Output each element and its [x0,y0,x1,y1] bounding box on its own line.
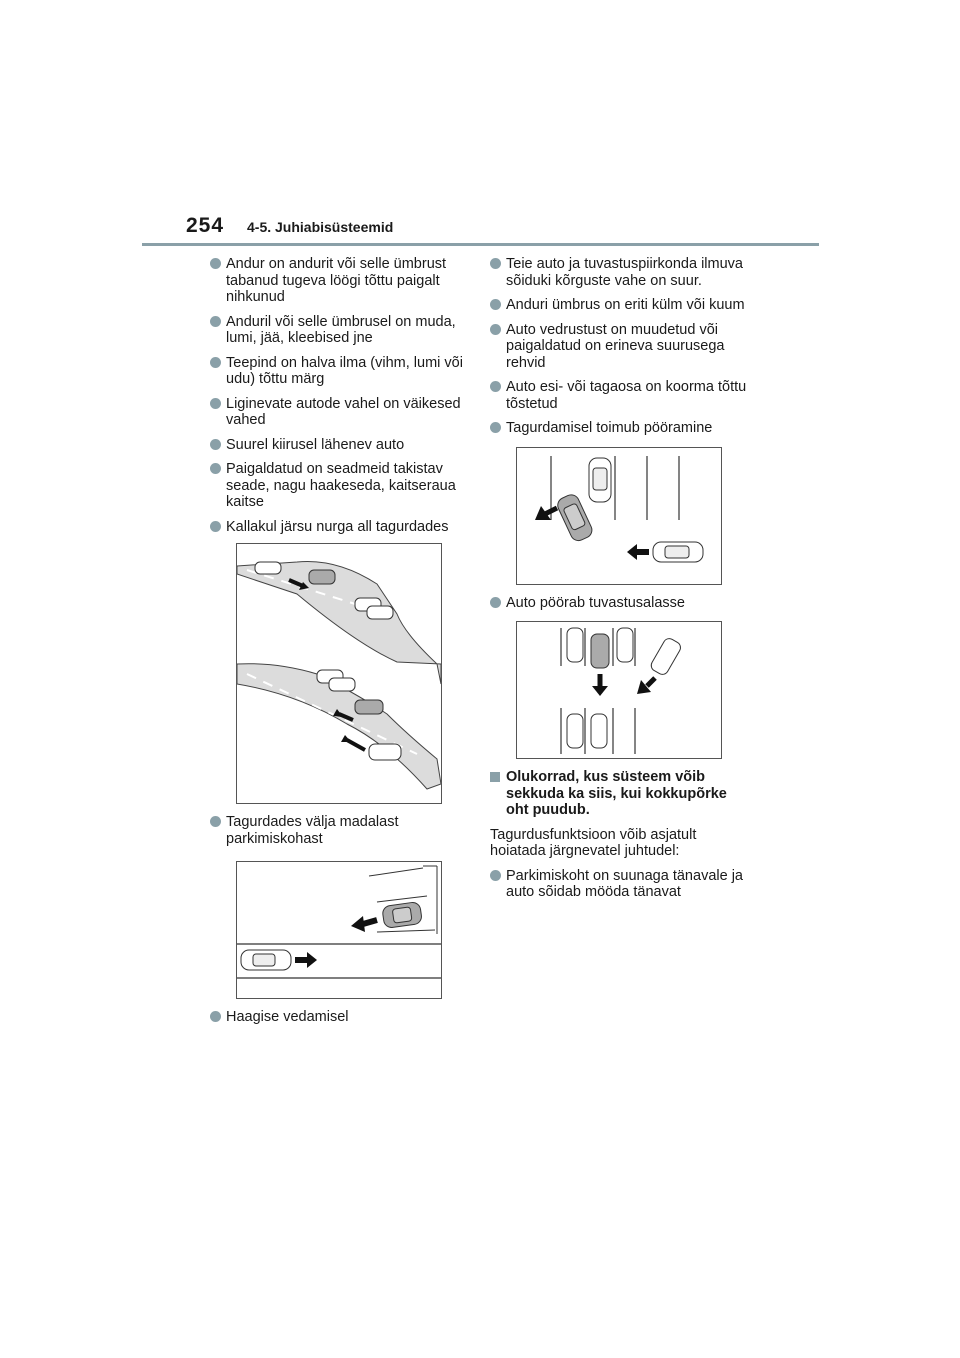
bullet-icon [210,439,221,450]
list-item: Parkimiskoht on suunaga tänavale ja auto sõidab mööda tänavat [490,868,748,901]
page-number: 254 [186,214,225,237]
bullet-icon [490,299,501,310]
detection-area-illustration [516,621,722,759]
list-item: Tagurdades välja madalast parkimiskohast [210,814,468,847]
slope-illustration [236,543,442,804]
bullet-icon [210,1011,221,1022]
list-item: Auto esi- või tagaosa on koorma tõttu tõstetud [490,379,748,412]
header-rule [142,243,819,246]
list-item: Andur on andurit või selle ümbrust tabanud tugeva löögi tõttu paigalt nihkunud [210,256,468,306]
list-item: Haagise vedamisel [210,1009,468,1026]
section-title: 4-5. Juhiabisüsteemid [247,219,394,235]
bullet-icon [490,422,501,433]
list-item: Kallakul järsu nurga all tagurdades [210,519,468,536]
list-item: Auto vedrustust on muudetud või paigaldatud on erineva suurusega rehvid [490,322,748,372]
list-item: Auto pöörab tuvastusalasse [490,595,748,612]
bullet-icon [210,316,221,327]
list-item: Paigaldatud on seadmeid takistav seade, nagu haakeseda, kaitseraua kaitse [210,461,468,511]
bullet-icon [490,870,501,881]
list-item: Anduril või selle ümbrusel on muda, lumi, jää, kleebised jne [210,314,468,347]
bullet-icon [210,816,221,827]
list-item: Teepind on halva ilma (vihm, lumi või udu) tõttu märg [210,355,468,388]
reversing-turn-illustration [516,447,722,585]
bullet-icon [210,463,221,474]
paragraph: Tagurdusfunktsioon võib asjatult hoiatada järgnevatel juhtudel: [490,826,697,859]
list-item: Teie auto ja tuvastuspiirkonda ilmuva sõiduki kõrguste vahe on suur. [490,256,748,289]
left-column [210,256,468,1034]
section-heading: Olukorrad, kus süsteem võib sekkuda ka siis, kui kokkupõrke oht puudub. [490,769,748,819]
bullet-icon [490,258,501,269]
bullet-icon [210,357,221,368]
bullet-icon [210,258,221,269]
bullet-icon [210,398,221,409]
bullet-icon [210,521,221,532]
bullet-icon [490,324,501,335]
bullet-icon [490,381,501,392]
square-bullet-icon [490,772,500,782]
list-item: Suurel kiirusel lähenev auto [210,437,468,454]
list-item: Anduri ümbrus on eriti külm või kuum [490,297,748,314]
list-item: Liginevate autode vahel on väikesed vahed [210,396,468,429]
right-column [490,256,748,909]
list-item: Tagurdamisel toimub pööramine [490,420,748,437]
bullet-icon [490,597,501,608]
low-parking-illustration [236,861,442,999]
